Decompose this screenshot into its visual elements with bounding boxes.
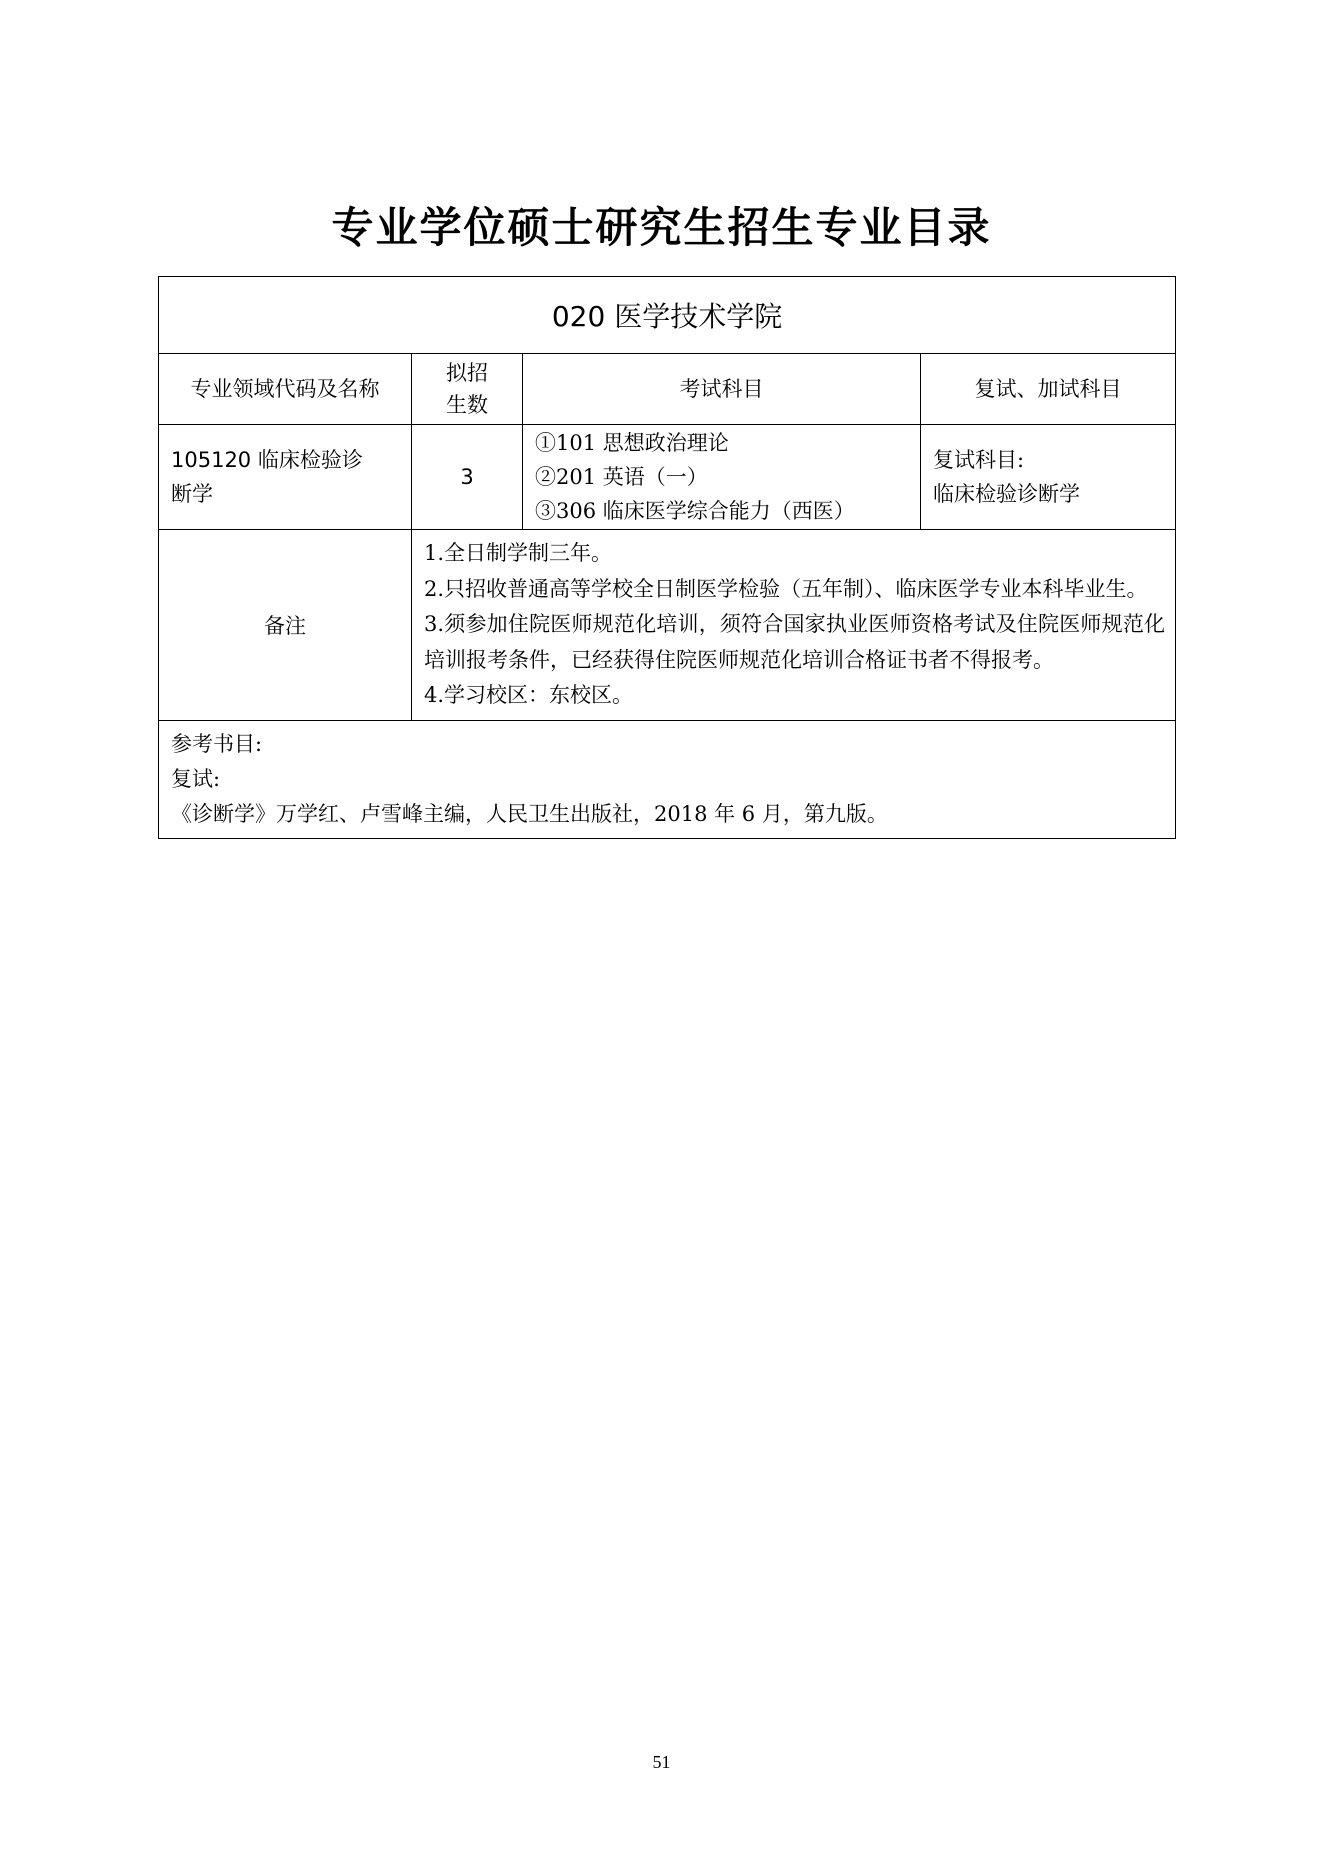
exam-subject-1: ①101 思想政治理论 bbox=[535, 431, 729, 455]
retest-cell bbox=[921, 425, 1176, 530]
header-quota-line1: 拟招 bbox=[446, 361, 488, 385]
exam-subject-3: ③306 临床医学综合能力（西医） bbox=[535, 499, 855, 523]
major-name-line1: 临床检验诊 bbox=[257, 448, 363, 472]
major-code: 105120 bbox=[171, 448, 252, 472]
header-major: 专业领域代码及名称 bbox=[159, 354, 412, 425]
page-title: 专业学位硕士研究生招生专业目录 bbox=[331, 203, 992, 252]
note-1: 1.全日制学制三年。 bbox=[424, 541, 613, 565]
exam-subject-2: ②201 英语（一） bbox=[535, 465, 708, 489]
header-exam: 考试科目 bbox=[523, 354, 921, 425]
college-row bbox=[159, 277, 1176, 354]
header-quota bbox=[412, 354, 523, 425]
header-retest: 复试、加试科目 bbox=[921, 354, 1176, 425]
references-retest-heading: 复试: bbox=[171, 766, 221, 791]
page-number: 51 bbox=[652, 1752, 671, 1772]
reference-book: 《诊断学》万学红、卢雪峰主编，人民卫生出版社，2018 年 6 月，第九版。 bbox=[171, 801, 888, 826]
major-line1 bbox=[171, 443, 401, 477]
major-cell bbox=[159, 425, 412, 530]
note-3: 3.须参加住院医师规范化培训，须符合国家执业医师资格考试及住院医师规范化培训报考条件，已经获得住院医师规范化培训合格证书者不得报考。 bbox=[424, 612, 1166, 672]
college-name: 020 医学技术学院 bbox=[159, 277, 1176, 354]
note-4: 4.学习校区：东校区。 bbox=[424, 683, 634, 707]
note-2: 2.只招收普通高等学校全日制医学检验（五年制）、临床医学专业本科毕业生。 bbox=[424, 576, 1148, 601]
exam-subjects bbox=[523, 425, 921, 530]
header-quota-line2: 生数 bbox=[446, 393, 488, 417]
retest-subject: 临床检验诊断学 bbox=[933, 482, 1080, 506]
notes-label: 备注 bbox=[159, 530, 412, 721]
references-row bbox=[159, 720, 1176, 838]
major-name-line2: 断学 bbox=[171, 482, 213, 506]
retest-label: 复试科目: bbox=[933, 448, 1025, 472]
references-heading: 参考书目: bbox=[171, 731, 263, 756]
notes-row bbox=[159, 530, 1176, 721]
header-row bbox=[159, 354, 1176, 425]
references-content bbox=[159, 720, 1176, 838]
quota-value: 3 bbox=[412, 425, 523, 530]
program-row bbox=[159, 425, 1176, 530]
catalog-table bbox=[158, 276, 1176, 839]
notes-content bbox=[412, 530, 1176, 721]
